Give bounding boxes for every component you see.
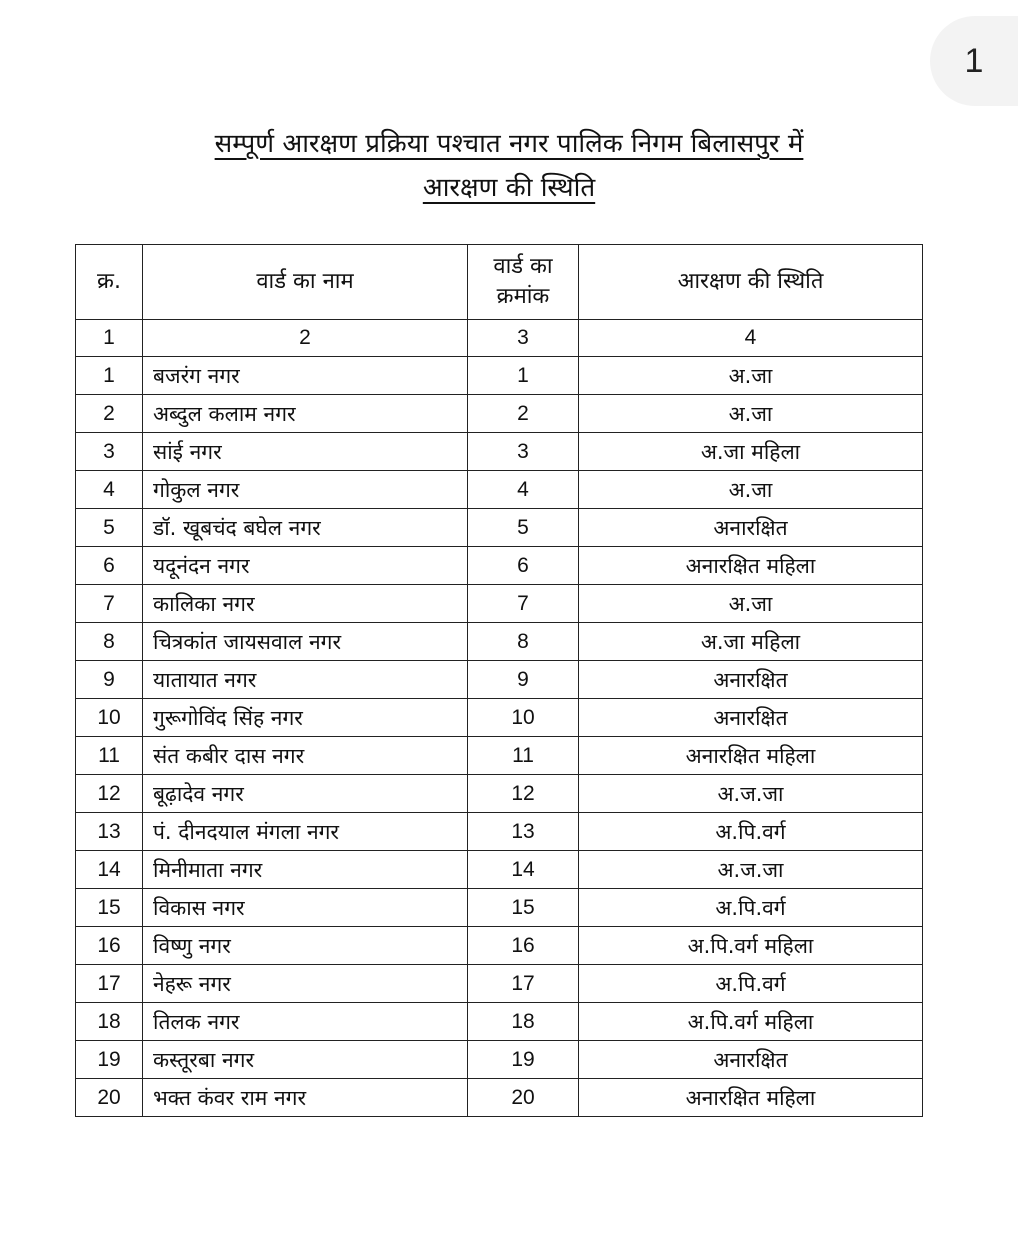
table-row <box>76 1003 923 1041</box>
serial-cell: 16 <box>76 927 143 965</box>
serial-cell: 12 <box>76 775 143 813</box>
document-title <box>0 122 1018 210</box>
ward-name-cell: मिनीमाता नगर <box>143 851 468 889</box>
header-ward-name: वार्ड का नाम <box>143 245 468 320</box>
reservation-status-cell: अ.पि.वर्ग महिला <box>579 927 923 965</box>
table-row <box>76 1041 923 1079</box>
reservation-status-cell: अ.ज.जा <box>579 851 923 889</box>
ward-number-cell: 18 <box>468 1003 579 1041</box>
ward-name-cell: नेहरू नगर <box>143 965 468 1003</box>
ward-name-cell: कस्तूरबा नगर <box>143 1041 468 1079</box>
title-line-2: आरक्षण की स्थिति <box>422 173 596 203</box>
ward-number-cell: 6 <box>468 547 579 585</box>
table-row <box>76 699 923 737</box>
reservation-status-cell: अनारक्षित महिला <box>579 1079 923 1117</box>
reservation-status-cell: अनारक्षित <box>579 509 923 547</box>
reservation-status-cell: अनारक्षित <box>579 699 923 737</box>
ward-name-cell: गुरूगोविंद सिंह नगर <box>143 699 468 737</box>
serial-cell: 17 <box>76 965 143 1003</box>
column-number: 4 <box>579 320 923 357</box>
ward-name-cell: बजरंग नगर <box>143 357 468 395</box>
ward-number-cell: 8 <box>468 623 579 661</box>
serial-cell: 8 <box>76 623 143 661</box>
ward-number-cell: 5 <box>468 509 579 547</box>
ward-name-cell: सांई नगर <box>143 433 468 471</box>
reservation-status-cell: अ.जा <box>579 585 923 623</box>
table-row <box>76 433 923 471</box>
header-ward-number: वार्ड का क्रमांक <box>468 245 579 320</box>
serial-cell: 11 <box>76 737 143 775</box>
serial-cell: 7 <box>76 585 143 623</box>
ward-number-cell: 17 <box>468 965 579 1003</box>
serial-cell: 18 <box>76 1003 143 1041</box>
ward-number-cell: 14 <box>468 851 579 889</box>
ward-name-cell: भक्त कंवर राम नगर <box>143 1079 468 1117</box>
ward-number-cell: 15 <box>468 889 579 927</box>
ward-number-cell: 7 <box>468 585 579 623</box>
table-row <box>76 547 923 585</box>
reservation-status-cell: अ.जा <box>579 357 923 395</box>
reservation-status-cell: अ.जा <box>579 471 923 509</box>
reservation-status-cell: अ.पि.वर्ग <box>579 965 923 1003</box>
ward-number-cell: 10 <box>468 699 579 737</box>
ward-number-cell: 11 <box>468 737 579 775</box>
table-row <box>76 395 923 433</box>
reservation-status-cell: अ.ज.जा <box>579 775 923 813</box>
table-header-row <box>76 245 923 320</box>
ward-name-cell: कालिका नगर <box>143 585 468 623</box>
serial-cell: 4 <box>76 471 143 509</box>
ward-number-cell: 20 <box>468 1079 579 1117</box>
title-line-1: सम्पूर्ण आरक्षण प्रक्रिया पश्चात नगर पालिक निगम बिलासपुर में <box>214 129 804 159</box>
serial-cell: 13 <box>76 813 143 851</box>
table-row <box>76 509 923 547</box>
table-row <box>76 623 923 661</box>
table-row <box>76 357 923 395</box>
serial-cell: 10 <box>76 699 143 737</box>
column-number: 2 <box>143 320 468 357</box>
serial-cell: 20 <box>76 1079 143 1117</box>
ward-number-cell: 13 <box>468 813 579 851</box>
serial-cell: 1 <box>76 357 143 395</box>
reservation-status-cell: अ.जा महिला <box>579 433 923 471</box>
ward-number-cell: 19 <box>468 1041 579 1079</box>
reservation-status-cell: अनारक्षित <box>579 661 923 699</box>
reservation-status-cell: अनारक्षित महिला <box>579 737 923 775</box>
ward-name-cell: विष्णु नगर <box>143 927 468 965</box>
column-number-row <box>76 320 923 357</box>
table-row <box>76 775 923 813</box>
ward-number-cell: 1 <box>468 357 579 395</box>
ward-number-cell: 4 <box>468 471 579 509</box>
serial-cell: 15 <box>76 889 143 927</box>
ward-number-cell: 3 <box>468 433 579 471</box>
table-row <box>76 813 923 851</box>
table-row <box>76 585 923 623</box>
ward-number-cell: 2 <box>468 395 579 433</box>
ward-name-cell: बूढ़ादेव नगर <box>143 775 468 813</box>
table-row <box>76 661 923 699</box>
ward-name-cell: यातायात नगर <box>143 661 468 699</box>
serial-cell: 5 <box>76 509 143 547</box>
reservation-status-cell: अ.जा <box>579 395 923 433</box>
table-row <box>76 1079 923 1117</box>
header-reservation-status: आरक्षण की स्थिति <box>579 245 923 320</box>
table-row <box>76 737 923 775</box>
ward-name-cell: अब्दुल कलाम नगर <box>143 395 468 433</box>
header-serial: क्र. <box>76 245 143 320</box>
ward-number-cell: 16 <box>468 927 579 965</box>
table-row <box>76 927 923 965</box>
ward-number-cell: 12 <box>468 775 579 813</box>
ward-name-cell: चित्रकांत जायसवाल नगर <box>143 623 468 661</box>
ward-name-cell: डॉ. खूबचंद बघेल नगर <box>143 509 468 547</box>
reservation-status-cell: अनारक्षित महिला <box>579 547 923 585</box>
column-number: 1 <box>76 320 143 357</box>
ward-name-cell: तिलक नगर <box>143 1003 468 1041</box>
serial-cell: 9 <box>76 661 143 699</box>
table-row <box>76 965 923 1003</box>
ward-number-cell: 9 <box>468 661 579 699</box>
reservation-status-cell: अनारक्षित <box>579 1041 923 1079</box>
column-number: 3 <box>468 320 579 357</box>
table-row <box>76 851 923 889</box>
ward-name-cell: संत कबीर दास नगर <box>143 737 468 775</box>
table-row <box>76 889 923 927</box>
serial-cell: 19 <box>76 1041 143 1079</box>
reservation-status-cell: अ.पि.वर्ग <box>579 813 923 851</box>
serial-cell: 3 <box>76 433 143 471</box>
serial-cell: 14 <box>76 851 143 889</box>
ward-name-cell: यदूनंदन नगर <box>143 547 468 585</box>
reservation-status-cell: अ.पि.वर्ग <box>579 889 923 927</box>
serial-cell: 6 <box>76 547 143 585</box>
serial-cell: 2 <box>76 395 143 433</box>
ward-name-cell: विकास नगर <box>143 889 468 927</box>
table-row <box>76 471 923 509</box>
reservation-status-cell: अ.जा महिला <box>579 623 923 661</box>
ward-name-cell: पं. दीनदयाल मंगला नगर <box>143 813 468 851</box>
ward-reservation-table <box>75 244 923 1117</box>
page-number-badge: 1 <box>930 16 1018 106</box>
reservation-status-cell: अ.पि.वर्ग महिला <box>579 1003 923 1041</box>
ward-name-cell: गोकुल नगर <box>143 471 468 509</box>
